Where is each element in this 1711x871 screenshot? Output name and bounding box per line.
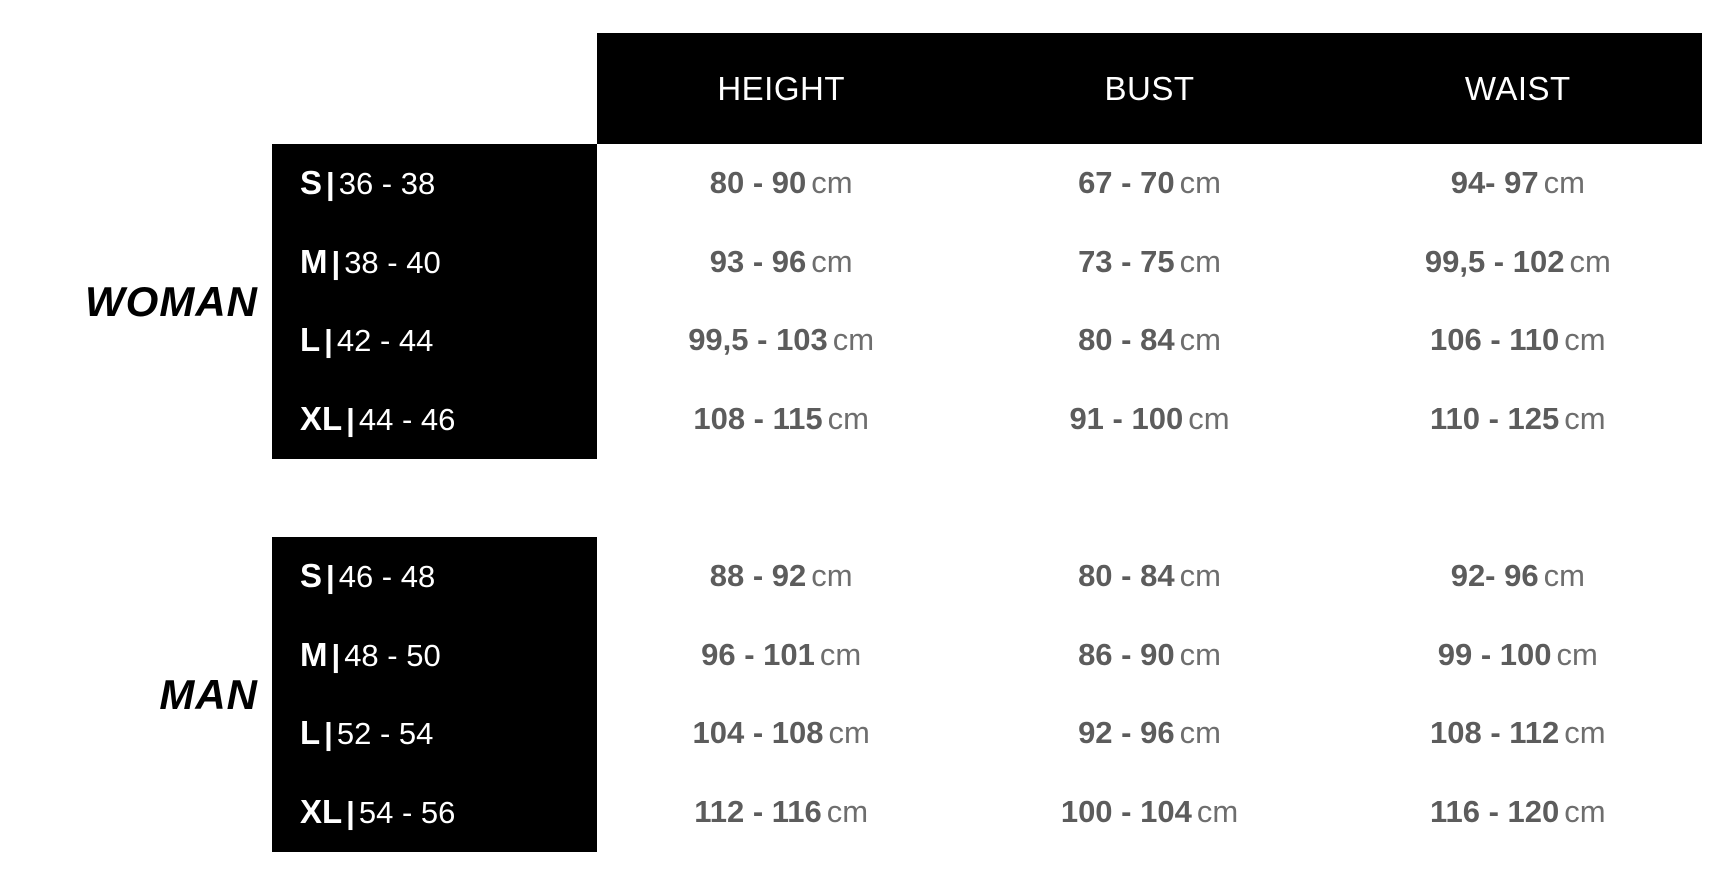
table-row bbox=[272, 537, 1702, 616]
waist-value: 94- 97 bbox=[1450, 165, 1539, 201]
rows-man bbox=[272, 537, 1702, 852]
cell-size bbox=[272, 164, 597, 202]
cell-size bbox=[272, 557, 597, 595]
size-separator: | bbox=[331, 244, 341, 280]
cell-bust bbox=[965, 322, 1333, 358]
cell-height bbox=[597, 244, 965, 280]
waist-value: 110 - 125 bbox=[1430, 400, 1560, 436]
waist-unit: cm bbox=[1564, 793, 1606, 829]
table-row bbox=[272, 144, 1702, 223]
height-value: 112 - 116 bbox=[694, 793, 822, 829]
waist-value: 106 - 110 bbox=[1430, 322, 1560, 358]
rows-woman bbox=[272, 144, 1702, 459]
size-label: XL bbox=[300, 399, 343, 437]
group-label-man: MAN bbox=[159, 670, 258, 718]
size-label: S bbox=[300, 164, 323, 202]
cell-height bbox=[597, 794, 965, 830]
height-unit: cm bbox=[811, 165, 853, 201]
waist-unit: cm bbox=[1564, 400, 1606, 436]
group-label-woman: WOMAN bbox=[85, 277, 258, 325]
waist-value: 108 - 112 bbox=[1430, 715, 1560, 751]
size-range: 46 - 48 bbox=[338, 559, 436, 595]
cell-waist bbox=[1334, 794, 1702, 830]
waist-unit: cm bbox=[1543, 558, 1585, 594]
size-label: L bbox=[300, 714, 321, 752]
waist-unit: cm bbox=[1564, 322, 1606, 358]
height-unit: cm bbox=[832, 322, 875, 358]
bust-value: 92 - 96 bbox=[1078, 715, 1175, 751]
height-unit: cm bbox=[819, 636, 862, 672]
height-unit: cm bbox=[826, 793, 869, 829]
height-value: 108 - 115 bbox=[693, 400, 823, 436]
table-row bbox=[272, 301, 1702, 380]
table-row bbox=[272, 223, 1702, 302]
waist-value: 99,5 - 102 bbox=[1424, 243, 1565, 279]
height-value: 80 - 90 bbox=[709, 165, 807, 201]
height-value: 96 - 101 bbox=[701, 636, 815, 672]
bust-unit: cm bbox=[1179, 636, 1221, 672]
bust-unit: cm bbox=[1196, 793, 1239, 829]
height-unit: cm bbox=[811, 243, 853, 279]
bust-value: 80 - 84 bbox=[1078, 322, 1175, 358]
bust-value: 80 - 84 bbox=[1078, 558, 1175, 594]
table-row bbox=[272, 694, 1702, 773]
size-separator: | bbox=[326, 166, 335, 202]
cell-bust bbox=[965, 558, 1333, 594]
cell-size bbox=[272, 793, 597, 831]
size-label: M bbox=[300, 242, 328, 280]
cell-size bbox=[272, 714, 597, 752]
cell-size bbox=[272, 636, 597, 674]
cell-size bbox=[272, 400, 597, 438]
size-range: 36 - 38 bbox=[338, 166, 436, 202]
height-value: 88 - 92 bbox=[709, 558, 807, 594]
cell-height bbox=[597, 637, 965, 673]
height-unit: cm bbox=[811, 558, 853, 594]
table-row bbox=[272, 773, 1702, 852]
height-value: 93 - 96 bbox=[709, 243, 807, 279]
waist-unit: cm bbox=[1543, 165, 1585, 201]
cell-waist bbox=[1334, 322, 1702, 358]
waist-value: 92- 96 bbox=[1450, 558, 1539, 594]
size-range: 52 - 54 bbox=[336, 716, 434, 752]
size-range: 48 - 50 bbox=[344, 637, 441, 673]
size-separator: | bbox=[326, 559, 335, 595]
column-header-bust: BUST bbox=[1104, 69, 1195, 107]
cell-height bbox=[597, 165, 965, 201]
bust-value: 91 - 100 bbox=[1069, 400, 1184, 436]
size-range: 54 - 56 bbox=[358, 794, 456, 830]
cell-waist bbox=[1334, 558, 1702, 594]
bust-value: 67 - 70 bbox=[1078, 165, 1175, 201]
size-separator: | bbox=[346, 401, 355, 437]
size-separator: | bbox=[324, 323, 333, 359]
cell-height bbox=[597, 715, 965, 751]
table-row bbox=[272, 380, 1702, 459]
cell-height bbox=[597, 322, 965, 358]
waist-unit: cm bbox=[1556, 636, 1598, 672]
bust-value: 86 - 90 bbox=[1078, 636, 1175, 672]
bust-unit: cm bbox=[1179, 322, 1221, 358]
cell-waist bbox=[1334, 637, 1702, 673]
height-value: 104 - 108 bbox=[692, 715, 824, 751]
column-header-height: HEIGHT bbox=[717, 69, 845, 107]
height-unit: cm bbox=[827, 400, 869, 436]
cell-bust bbox=[965, 637, 1333, 673]
bust-unit: cm bbox=[1179, 243, 1221, 279]
column-header-waist: WAIST bbox=[1464, 69, 1571, 107]
bust-unit: cm bbox=[1179, 715, 1221, 751]
size-range: 38 - 40 bbox=[344, 244, 441, 280]
waist-unit: cm bbox=[1569, 243, 1611, 279]
table-row bbox=[272, 616, 1702, 695]
waist-unit: cm bbox=[1564, 715, 1606, 751]
bust-unit: cm bbox=[1188, 400, 1230, 436]
cell-bust bbox=[965, 401, 1333, 437]
cell-waist bbox=[1334, 244, 1702, 280]
cell-waist bbox=[1334, 165, 1702, 201]
bust-unit: cm bbox=[1179, 165, 1221, 201]
size-label: L bbox=[300, 321, 321, 359]
bust-value: 100 - 104 bbox=[1060, 793, 1192, 829]
size-separator: | bbox=[346, 794, 355, 830]
size-separator: | bbox=[324, 716, 333, 752]
bust-unit: cm bbox=[1179, 558, 1221, 594]
cell-bust bbox=[965, 244, 1333, 280]
size-range: 42 - 44 bbox=[336, 323, 434, 359]
cell-size bbox=[272, 243, 597, 281]
size-label: M bbox=[300, 635, 328, 673]
cell-size bbox=[272, 321, 597, 359]
size-label: XL bbox=[300, 792, 343, 830]
height-unit: cm bbox=[828, 715, 870, 751]
cell-waist bbox=[1334, 401, 1702, 437]
waist-value: 116 - 120 bbox=[1430, 793, 1560, 829]
cell-bust bbox=[965, 715, 1333, 751]
cell-bust bbox=[965, 165, 1333, 201]
size-label: S bbox=[300, 557, 323, 595]
height-value: 99,5 - 103 bbox=[688, 322, 828, 358]
size-separator: | bbox=[331, 637, 341, 673]
cell-bust bbox=[965, 794, 1333, 830]
group-woman bbox=[0, 144, 1711, 459]
cell-height bbox=[597, 558, 965, 594]
waist-value: 99 - 100 bbox=[1437, 636, 1552, 672]
table-header bbox=[597, 33, 1702, 144]
cell-waist bbox=[1334, 715, 1702, 751]
group-man bbox=[0, 537, 1711, 852]
size-range: 44 - 46 bbox=[358, 401, 456, 437]
bust-value: 73 - 75 bbox=[1078, 243, 1175, 279]
cell-height bbox=[597, 401, 965, 437]
